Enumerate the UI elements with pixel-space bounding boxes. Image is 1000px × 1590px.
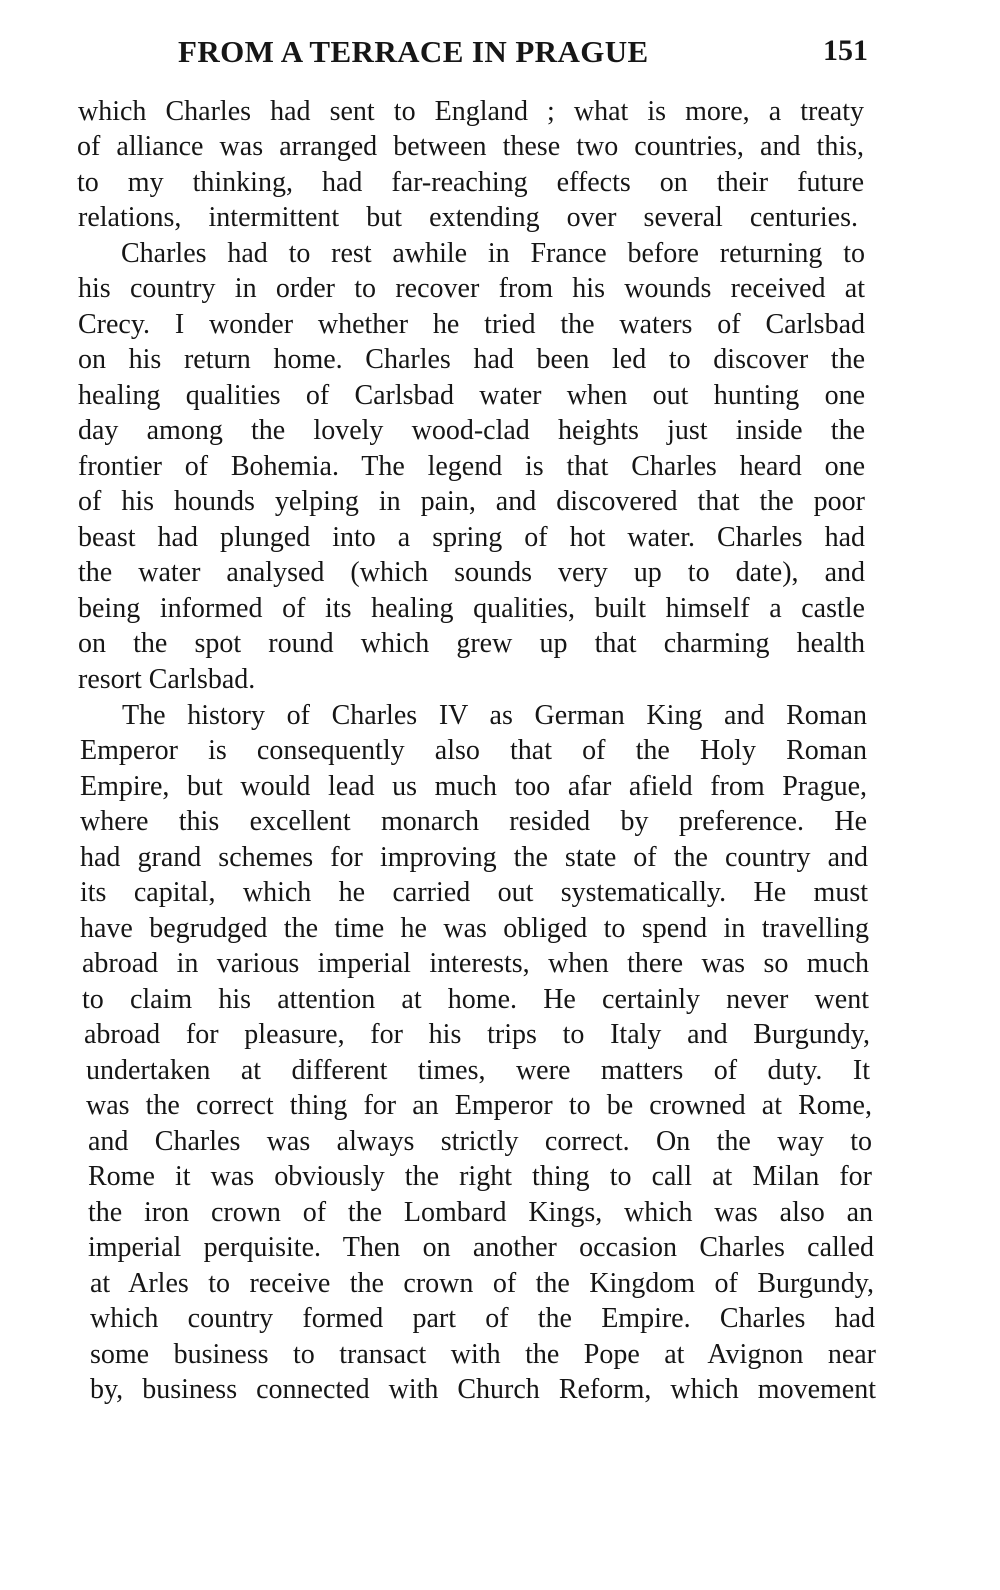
- text-line-3: to my thinking, had far-reaching effects on their future: [77, 167, 864, 198]
- text-line-33: imperial perquisite. Then on another occasion Charles called: [88, 1232, 874, 1263]
- text-line-21: where this excellent monarch resided by preference. He: [80, 806, 867, 837]
- text-line-37: by, business connected with Church Reform, which movement: [90, 1374, 876, 1405]
- text-line-23: its capital, which he carried out systematically. He must: [80, 877, 868, 908]
- text-line-19: Emperor is consequently also that of the Holy Roman: [80, 735, 867, 766]
- text-line-17: resort Carlsbad.: [78, 664, 256, 695]
- text-line-2: of alliance was arranged between these two countries, and this,: [77, 131, 864, 162]
- text-line-7: Crecy. I wonder whether he tried the waters of Carlsbad: [78, 309, 865, 340]
- text-line-31: Rome it was obviously the right thing to call at Milan for: [88, 1161, 872, 1192]
- text-line-22: had grand schemes for improving the state of the country and: [80, 842, 868, 873]
- running-header: [178, 34, 868, 74]
- text-line-36: some business to transact with the Pope at Avignon near: [90, 1339, 876, 1370]
- text-line-6: his country in order to recover from his wounds received at: [78, 273, 865, 304]
- text-line-32: the iron crown of the Lombard Kings, which was also an: [88, 1197, 873, 1228]
- text-line-5: Charles had to rest awhile in France before returning to: [121, 238, 865, 269]
- page-number: 151: [823, 34, 868, 67]
- text-line-8: on his return home. Charles had been led to discover the: [78, 344, 865, 375]
- running-title: FROM A TERRACE IN PRAGUE: [178, 34, 649, 69]
- text-line-34: at Arles to receive the crown of the Kingdom of Burgundy,: [90, 1268, 874, 1299]
- text-line-12: of his hounds yelping in pain, and discovered that the poor: [78, 486, 865, 517]
- text-line-35: which country formed part of the Empire. Charles had: [90, 1303, 875, 1334]
- text-line-10: day among the lovely wood-clad heights just inside the: [78, 415, 865, 446]
- text-line-15: being informed of its healing qualities, built himself a castle: [78, 593, 865, 624]
- text-line-4: relations, intermittent but extending over several centuries.: [78, 202, 858, 233]
- text-line-29: was the correct thing for an Emperor to be crowned at Rome,: [86, 1090, 872, 1121]
- text-line-1: which Charles had sent to England ; what is more, a treaty: [78, 96, 864, 127]
- text-line-26: to claim his attention at home. He certainly never went: [82, 984, 869, 1015]
- text-line-30: and Charles was always strictly correct. On the way to: [88, 1126, 872, 1157]
- text-line-14: the water analysed (which sounds very up to date), and: [78, 557, 865, 588]
- text-line-24: have begrudged the time he was obliged to spend in travelling: [80, 913, 869, 944]
- text-line-11: frontier of Bohemia. The legend is that Charles heard one: [78, 451, 865, 482]
- text-line-18: The history of Charles IV as German King and Roman: [122, 700, 867, 731]
- text-line-27: abroad for pleasure, for his trips to Italy and Burgundy,: [84, 1019, 870, 1050]
- text-line-16: on the spot round which grew up that charming health: [78, 628, 865, 659]
- text-line-28: undertaken at different times, were matters of duty. It: [86, 1055, 870, 1086]
- text-line-9: healing qualities of Carlsbad water when out hunting one: [78, 380, 865, 411]
- text-line-13: beast had plunged into a spring of hot water. Charles had: [78, 522, 865, 553]
- text-line-25: abroad in various imperial interests, when there was so much: [82, 948, 869, 979]
- text-line-20: Empire, but would lead us much too afar afield from Prague,: [80, 771, 867, 802]
